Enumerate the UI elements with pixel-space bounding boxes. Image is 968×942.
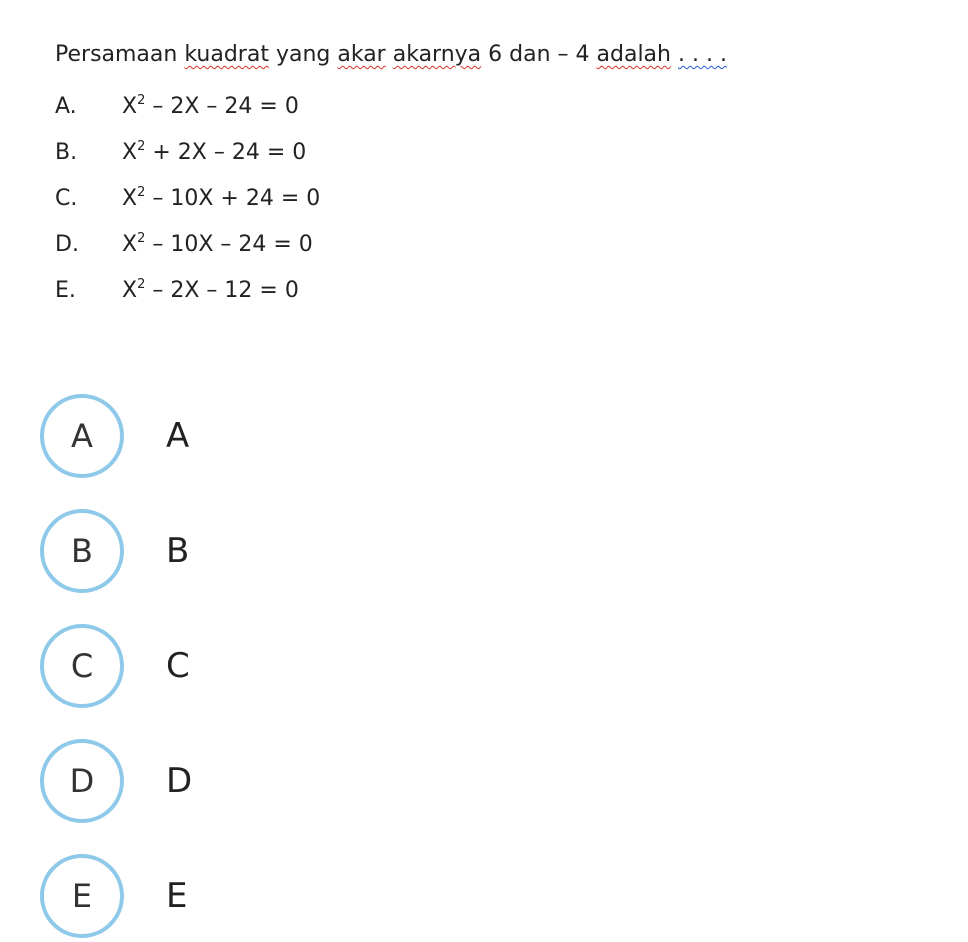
spellcheck-word: adalah bbox=[596, 42, 671, 67]
option-letter: D. bbox=[55, 232, 79, 257]
choice-radio-b[interactable]: B bbox=[40, 509, 124, 593]
choice-label-e[interactable]: E bbox=[166, 876, 188, 916]
choice-label-d[interactable]: D bbox=[166, 761, 193, 801]
option-equation: $X^2 - 10X - 24 = 0$ bbox=[122, 231, 313, 257]
option-d bbox=[55, 225, 313, 265]
answer-choice-a[interactable] bbox=[40, 394, 640, 478]
option-e bbox=[55, 271, 299, 311]
answer-choice-b[interactable] bbox=[40, 509, 640, 593]
answer-choice-d[interactable] bbox=[40, 739, 640, 823]
option-equation: $X^2 - 10X + 24 = 0$ bbox=[122, 185, 321, 211]
choice-radio-c[interactable]: C bbox=[40, 624, 124, 708]
answer-choice-c[interactable] bbox=[40, 624, 640, 708]
question-text-part: yang bbox=[268, 42, 338, 67]
question-image bbox=[0, 0, 968, 330]
question-text-part: Persamaan bbox=[55, 42, 185, 67]
option-letter: E. bbox=[55, 278, 76, 303]
choice-label-a[interactable]: A bbox=[166, 416, 190, 456]
option-c bbox=[55, 179, 320, 219]
choice-radio-d[interactable]: D bbox=[40, 739, 124, 823]
choice-radio-e[interactable]: E bbox=[40, 854, 124, 938]
question-text-part bbox=[671, 42, 678, 67]
choice-label-b[interactable]: B bbox=[166, 531, 190, 571]
option-letter: A. bbox=[55, 94, 77, 119]
option-a bbox=[55, 87, 299, 127]
choice-radio-a[interactable]: A bbox=[40, 394, 124, 478]
spellcheck-word: akarnya bbox=[392, 42, 482, 67]
spellcheck-word: kuadrat bbox=[184, 42, 269, 67]
option-equation: $X^2 - 2X - 12 = 0$ bbox=[122, 277, 299, 303]
question-text-part bbox=[386, 42, 393, 67]
spellcheck-word: akar bbox=[337, 42, 386, 67]
option-equation: $X^2 + 2X - 24 = 0$ bbox=[122, 139, 307, 165]
question-text-part: 6 dan – 4 bbox=[481, 42, 597, 67]
answer-choice-e[interactable] bbox=[40, 854, 640, 938]
option-b bbox=[55, 133, 306, 173]
option-letter: C. bbox=[55, 186, 78, 211]
question-text bbox=[55, 40, 727, 70]
option-equation: $X^2 - 2X - 24 = 0$ bbox=[122, 93, 299, 119]
option-letter: B. bbox=[55, 140, 78, 165]
question-ellipsis: . . . . bbox=[677, 42, 727, 67]
choice-label-c[interactable]: C bbox=[166, 646, 190, 686]
